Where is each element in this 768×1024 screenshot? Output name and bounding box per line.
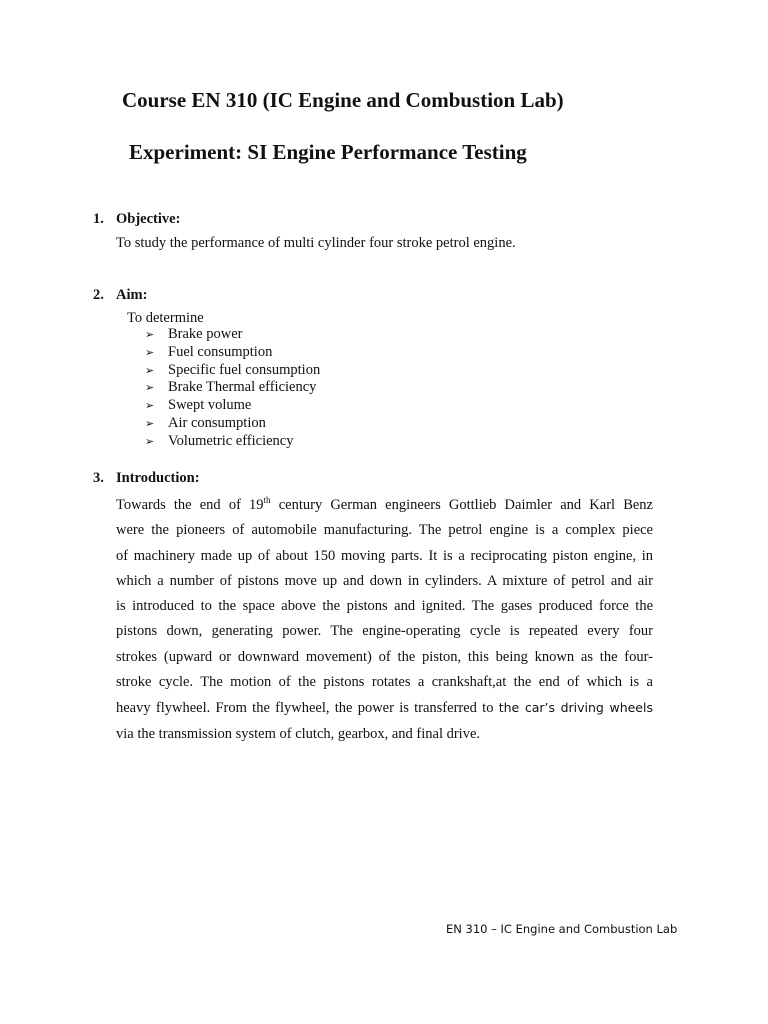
paragraph-line: were the pioneers of automobile manufacturing. The petrol engine is a complex piece bbox=[116, 522, 653, 539]
aim-list bbox=[145, 326, 320, 451]
introduction-heading-text: Introduction: bbox=[116, 470, 200, 486]
introduction-number: 3. bbox=[93, 470, 104, 486]
arrow-bullet-icon: ➢ bbox=[145, 416, 155, 430]
objective-heading bbox=[93, 211, 180, 228]
arrow-bullet-icon: ➢ bbox=[145, 363, 155, 377]
paragraph-line bbox=[116, 695, 653, 721]
list-item bbox=[145, 433, 320, 451]
course-title: Course EN 310 (IC Engine and Combustion Lab) bbox=[122, 88, 564, 112]
list-item-text: Fuel consumption bbox=[168, 343, 273, 360]
list-item bbox=[145, 379, 320, 397]
list-item bbox=[145, 397, 320, 415]
list-item bbox=[145, 326, 320, 344]
page-footer: EN 310 – IC Engine and Combustion Lab bbox=[446, 922, 678, 936]
paragraph-line bbox=[116, 493, 653, 518]
line-text: heavy flywheel. From the flywheel, the power is transferred to bbox=[116, 700, 499, 717]
list-item-text: Swept volume bbox=[168, 397, 252, 414]
arrow-bullet-icon: ➢ bbox=[145, 434, 155, 448]
objective-text: To study the performance of multi cylinder four stroke petrol engine. bbox=[116, 235, 516, 251]
line-text: century German engineers Gottlieb Daimler and Karl Benz bbox=[270, 497, 653, 513]
line-text: the car’s driving wheels bbox=[498, 700, 653, 716]
superscript: th bbox=[263, 495, 271, 506]
paragraph-line: of machinery made up of about 150 moving parts. It is a reciprocating piston engine, in bbox=[116, 547, 653, 564]
list-item bbox=[145, 362, 320, 380]
arrow-bullet-icon: ➢ bbox=[145, 328, 155, 341]
introduction-heading bbox=[93, 470, 200, 487]
introduction-paragraph bbox=[116, 493, 653, 747]
list-item-text: Volumetric efficiency bbox=[168, 432, 294, 449]
list-item-text: Brake Thermal efficiency bbox=[168, 379, 317, 396]
objective-number: 1. bbox=[93, 211, 104, 227]
paragraph-line: via the transmission system of clutch, gearbox, and final drive. bbox=[116, 725, 481, 742]
list-item bbox=[145, 415, 320, 433]
aim-heading bbox=[93, 287, 147, 304]
aim-number: 2. bbox=[93, 287, 104, 303]
arrow-bullet-icon: ➢ bbox=[145, 381, 155, 395]
paragraph-line: pistons down, generating power. The engine-operating cycle is repeated every four bbox=[116, 623, 653, 640]
list-item bbox=[145, 344, 320, 362]
arrow-bullet-icon: ➢ bbox=[145, 399, 155, 413]
arrow-bullet-icon: ➢ bbox=[145, 345, 155, 359]
paragraph-line: stroke cycle. The motion of the pistons rotates a crankshaft,at the end of which is a bbox=[116, 674, 653, 691]
paragraph-line: is introduced to the space above the pistons and ignited. The gases produced force the bbox=[116, 598, 653, 615]
line-text: Towards the end of 19 bbox=[116, 497, 264, 513]
list-item-text: Brake power bbox=[168, 326, 243, 342]
aim-heading-text: Aim: bbox=[116, 287, 148, 303]
list-item-text: Air consumption bbox=[168, 414, 266, 431]
list-item-text: Specific fuel consumption bbox=[168, 361, 321, 378]
aim-lead: To determine bbox=[127, 310, 204, 326]
objective-heading-text: Objective: bbox=[116, 211, 181, 227]
paragraph-line: strokes (upward or downward movement) of the piston, this being known as the four- bbox=[116, 648, 653, 665]
experiment-title: Experiment: SI Engine Performance Testing bbox=[129, 140, 527, 164]
paragraph-line: which a number of pistons move up and down in cylinders. A mixture of petrol and air bbox=[116, 572, 653, 589]
